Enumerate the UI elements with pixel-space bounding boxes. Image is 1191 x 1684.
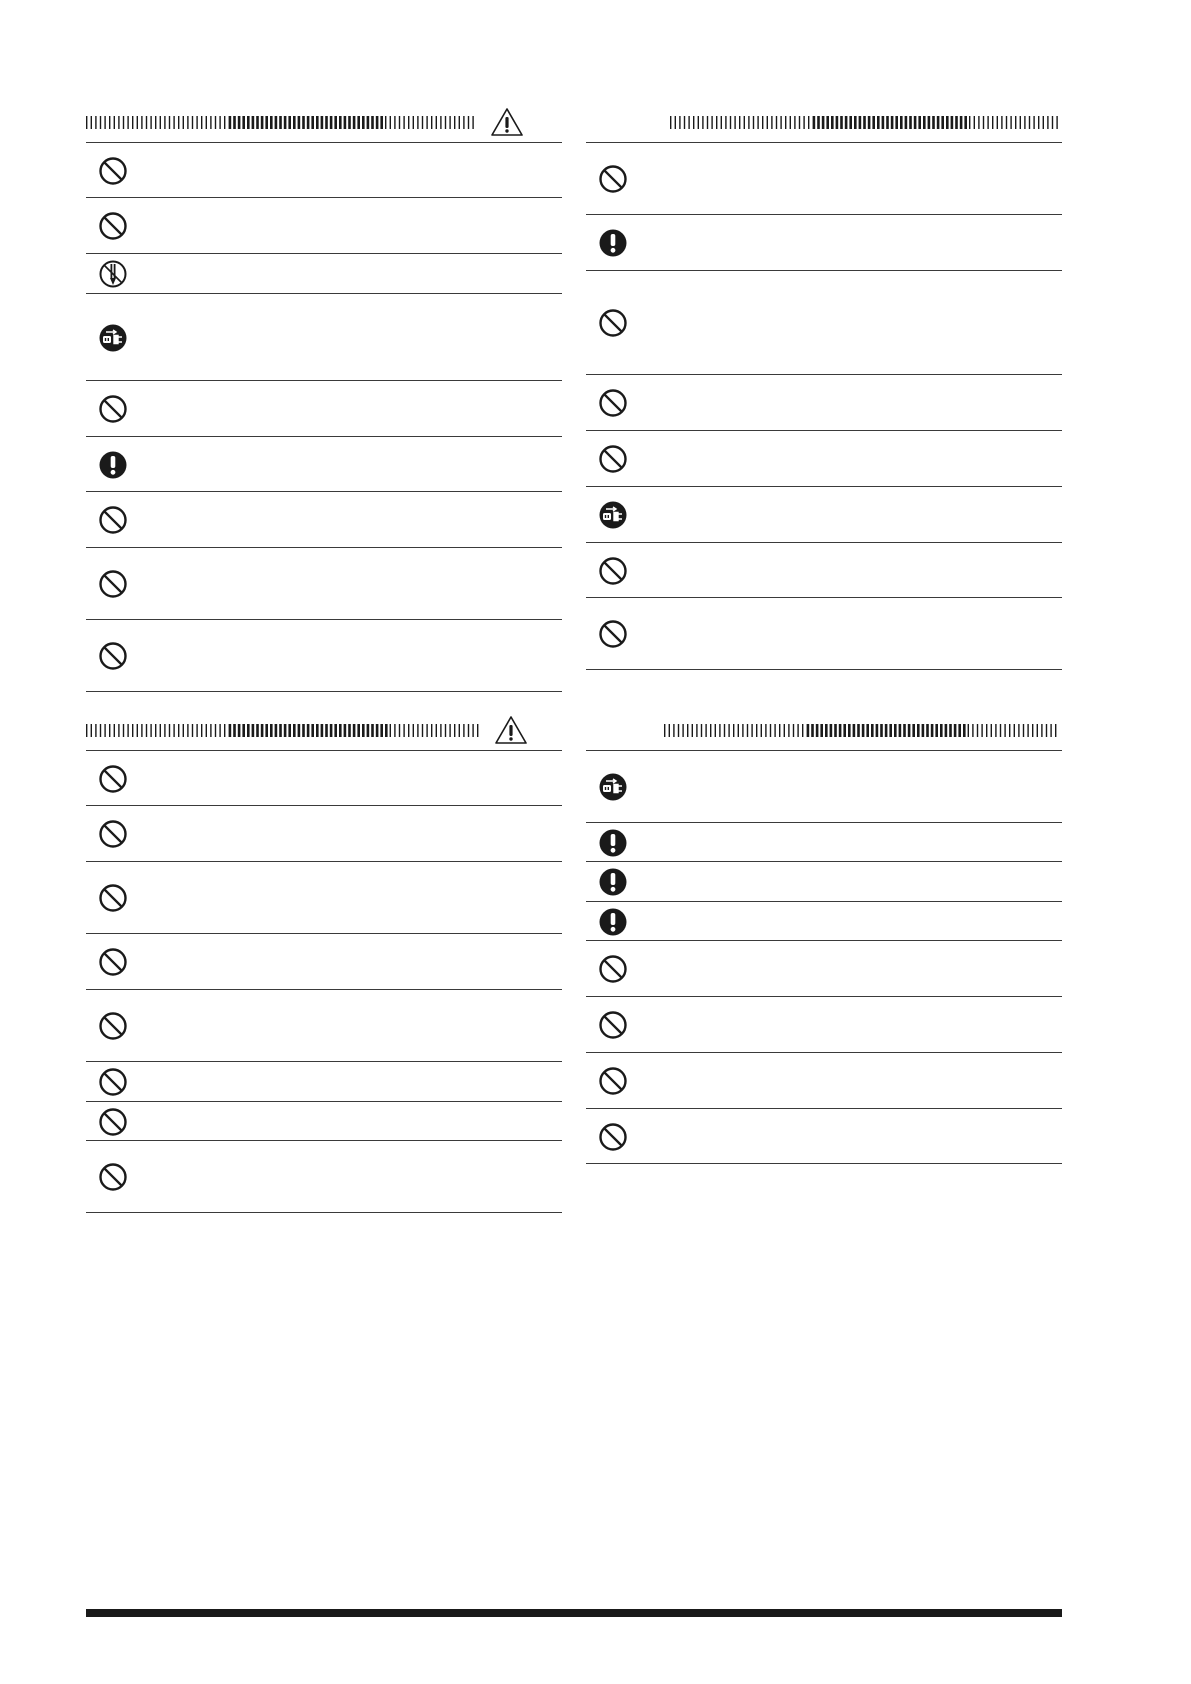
safety-row	[86, 806, 562, 862]
prohibition-icon	[98, 764, 128, 794]
mandatory-icon	[598, 907, 628, 937]
safety-row	[86, 1141, 562, 1213]
prohibition-icon	[598, 388, 628, 418]
section-header	[86, 106, 562, 143]
prohibition-icon	[598, 619, 628, 649]
prohibition-icon	[98, 394, 128, 424]
safety-row	[86, 751, 562, 806]
do-not-disassemble-icon	[98, 259, 128, 289]
safety-row	[586, 941, 1062, 997]
header-hatch-bar	[670, 116, 1062, 129]
safety-row	[86, 620, 562, 692]
safety-row	[86, 862, 562, 934]
safety-row	[586, 1053, 1062, 1109]
section-right-top	[586, 106, 1062, 670]
caution-section-left-bottom	[86, 714, 562, 1213]
safety-row	[586, 997, 1062, 1053]
safety-row	[86, 1062, 562, 1102]
prohibition-icon	[98, 883, 128, 913]
prohibition-icon	[98, 641, 128, 671]
safety-row	[586, 215, 1062, 271]
section-header	[586, 714, 1062, 751]
prohibition-icon	[598, 444, 628, 474]
unplug-icon	[598, 500, 628, 530]
unplug-icon	[98, 323, 128, 353]
safety-row	[586, 823, 1062, 862]
prohibition-icon	[598, 954, 628, 984]
prohibition-icon	[98, 569, 128, 599]
warning-triangle-icon	[494, 714, 528, 746]
safety-row	[586, 271, 1062, 375]
mandatory-icon	[598, 828, 628, 858]
safety-row	[586, 598, 1062, 670]
safety-row	[86, 143, 562, 198]
prohibition-icon	[98, 1107, 128, 1137]
prohibition-icon	[598, 164, 628, 194]
prohibition-icon	[98, 1011, 128, 1041]
mandatory-icon	[598, 867, 628, 897]
prohibition-icon	[98, 947, 128, 977]
prohibition-icon	[98, 211, 128, 241]
footer-rule	[86, 1609, 1062, 1617]
safety-row	[586, 902, 1062, 941]
prohibition-icon	[598, 308, 628, 338]
safety-row	[86, 990, 562, 1062]
safety-row	[86, 294, 562, 381]
prohibition-icon	[98, 1067, 128, 1097]
warning-triangle-icon	[490, 106, 524, 138]
prohibition-icon	[598, 1122, 628, 1152]
mandatory-icon	[98, 450, 128, 480]
prohibition-icon	[598, 556, 628, 586]
safety-row	[586, 751, 1062, 823]
safety-row	[586, 543, 1062, 598]
prohibition-icon	[98, 156, 128, 186]
prohibition-icon	[98, 505, 128, 535]
section-right-bottom	[586, 714, 1062, 1164]
safety-row	[86, 198, 562, 254]
safety-row	[86, 437, 562, 492]
safety-row	[86, 934, 562, 990]
header-hatch-bar	[86, 724, 482, 737]
prohibition-icon	[98, 819, 128, 849]
safety-row	[586, 1109, 1062, 1164]
unplug-icon	[598, 772, 628, 802]
safety-row	[86, 548, 562, 620]
safety-row	[586, 431, 1062, 487]
safety-row	[586, 862, 1062, 902]
safety-row	[586, 143, 1062, 215]
prohibition-icon	[98, 1162, 128, 1192]
safety-row	[586, 487, 1062, 543]
warning-section-left-top	[86, 106, 562, 692]
section-header	[586, 106, 1062, 143]
safety-row	[586, 375, 1062, 431]
safety-row	[86, 492, 562, 548]
safety-row	[86, 1102, 562, 1141]
mandatory-icon	[598, 228, 628, 258]
section-header	[86, 714, 562, 751]
safety-row	[86, 254, 562, 294]
prohibition-icon	[598, 1010, 628, 1040]
safety-row	[86, 381, 562, 437]
header-hatch-bar	[86, 116, 478, 129]
header-hatch-bar	[664, 724, 1062, 737]
prohibition-icon	[598, 1066, 628, 1096]
